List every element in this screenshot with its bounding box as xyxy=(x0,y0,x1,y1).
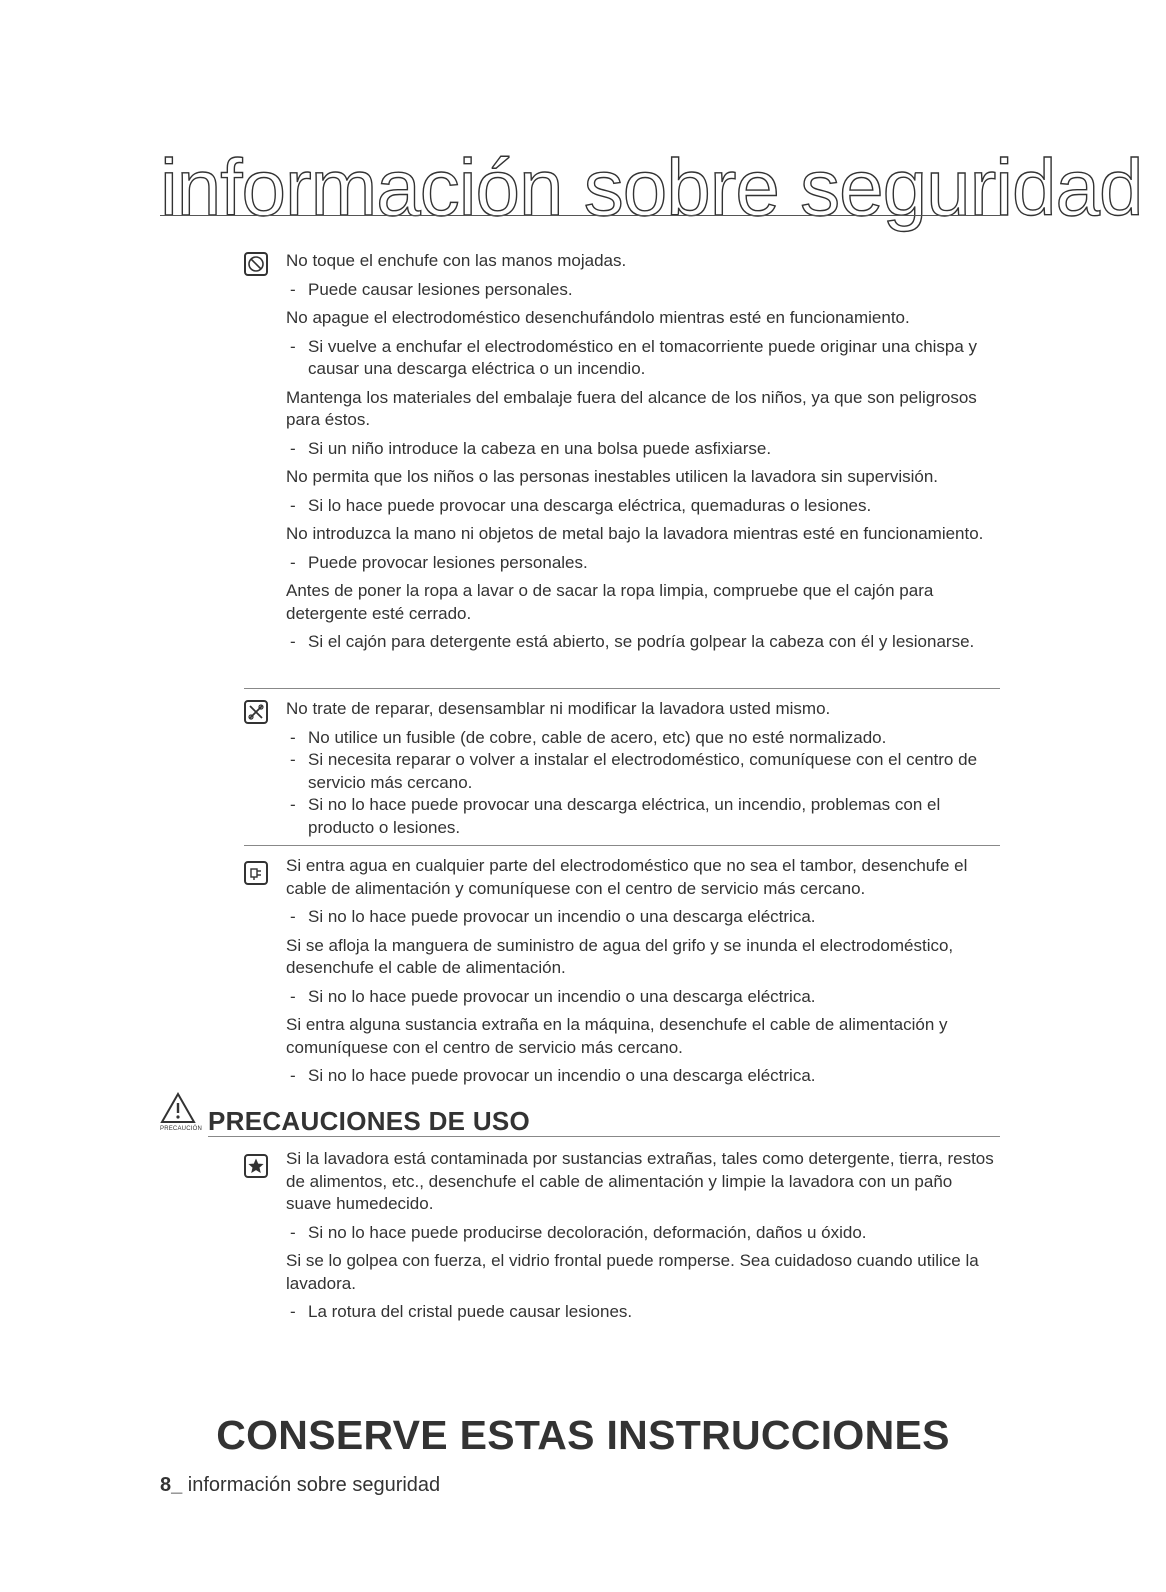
safety-bullet: - Puede provocar lesiones personales. xyxy=(286,552,1000,575)
safety-item: Mantenga los materiales del embalaje fuera del alcance de los niños, ya que son peligrosos para éstos. xyxy=(286,387,977,429)
no-disassemble-icon xyxy=(244,700,268,724)
footer-label: información sobre seguridad xyxy=(182,1474,441,1496)
safety-section-repair xyxy=(244,698,1000,839)
precaution-item: Si la lavadora está contaminada por sustancias extrañas, tales como detergente, tierra, restos de alimentos, etc., desenchufe el cable de alimentación y limpie la lavadora con un paño suave humedecido. xyxy=(286,1149,994,1213)
safety-section-water xyxy=(244,855,1000,1094)
precautions-title: PRECAUCIONES DE USO xyxy=(208,1106,531,1136)
page-footer xyxy=(160,1474,440,1497)
caution-label: PRECAUCIÓN xyxy=(160,1126,203,1132)
warning-triangle-icon xyxy=(160,1092,196,1124)
section-divider xyxy=(244,845,1000,846)
safety-bullet: - Si el cajón para detergente está abierto, se podría golpear la cabeza con él y lesionarse. xyxy=(286,631,1000,654)
safety-item: No trate de reparar, desensamblar ni modificar la lavadora usted mismo. xyxy=(286,699,831,718)
precautions-rule xyxy=(208,1136,1000,1137)
safety-bullet: - Si no lo hace puede provocar una descarga eléctrica, un incendio, problemas con el producto o lesiones. xyxy=(286,794,1000,839)
star-icon xyxy=(244,1154,268,1178)
unplug-icon xyxy=(244,861,268,885)
page-number: 8_ xyxy=(160,1474,183,1496)
safety-bullet: - Si lo hace puede provocar una descarga eléctrica, quemaduras o lesiones. xyxy=(286,495,1000,518)
safety-item: No toque el enchufe con las manos mojadas. xyxy=(286,251,627,270)
precautions-section xyxy=(244,1148,1000,1330)
conserve-instructions-heading: CONSERVE ESTAS INSTRUCCIONES xyxy=(216,1412,950,1458)
precaution-item: Si se lo golpea con fuerza, el vidrio frontal puede romperse. Sea cuidadoso cuando utilice la lavadora. xyxy=(286,1251,979,1293)
safety-item: Si se afloja la manguera de suministro de agua del grifo y se inunda el electrodoméstico, desenchufe el cable de alimentación. xyxy=(286,935,954,977)
prohibition-icon xyxy=(244,252,268,276)
safety-bullet: - Si no lo hace puede provocar un incendio o una descarga eléctrica. xyxy=(286,906,1000,929)
safety-bullet: - Si un niño introduce la cabeza en una bolsa puede asfixiarse. xyxy=(286,438,1000,461)
safety-item: No introduzca la mano ni objetos de metal bajo la lavadora mientras esté en funcionamiento. xyxy=(286,524,984,543)
title-rule xyxy=(160,215,1000,216)
page-title: información sobre seguridad xyxy=(160,143,1143,232)
safety-bullet: - Si no lo hace puede provocar un incendio o una descarga eléctrica. xyxy=(286,986,1000,1009)
safety-bullet: - Si no lo hace puede provocar un incendio o una descarga eléctrica. xyxy=(286,1065,1000,1088)
safety-item: No apague el electrodoméstico desenchufándolo mientras esté en funcionamiento. xyxy=(286,308,910,327)
precaution-bullet: - Si no lo hace puede producirse decoloración, deformación, daños u óxido. xyxy=(286,1222,1000,1245)
precautions-heading xyxy=(158,1092,1000,1142)
safety-item: Antes de poner la ropa a lavar o de sacar la ropa limpia, compruebe que el cajón para detergente esté cerrado. xyxy=(286,581,934,623)
safety-item: No permita que los niños o las personas inestables utilicen la lavadora sin supervisión. xyxy=(286,467,939,486)
section-divider xyxy=(244,688,1000,689)
safety-bullet: - No utilice un fusible (de cobre, cable de acero, etc) que no esté normalizado. xyxy=(286,727,1000,750)
safety-bullet: - Si necesita reparar o volver a instalar el electrodoméstico, comuníquese con el centro de servicio más cercano. xyxy=(286,749,1000,794)
safety-section-touch xyxy=(244,250,1000,660)
safety-item: Si entra alguna sustancia extraña en la máquina, desenchufe el cable de alimentación y comuníquese con el centro de servicio más cercano. xyxy=(286,1015,948,1057)
safety-bullet: - Puede causar lesiones personales. xyxy=(286,279,1000,302)
safety-item: Si entra agua en cualquier parte del electrodoméstico que no sea el tambor, desenchufe el cable de alimentación y comuníquese con el centro de servicio más cercano. xyxy=(286,856,968,898)
precaution-bullet: - La rotura del cristal puede causar lesiones. xyxy=(286,1301,1000,1324)
safety-bullet: - Si vuelve a enchufar el electrodoméstico en el tomacorriente puede originar una chispa y causar una descarga eléctrica o un incendio. xyxy=(286,336,1000,381)
